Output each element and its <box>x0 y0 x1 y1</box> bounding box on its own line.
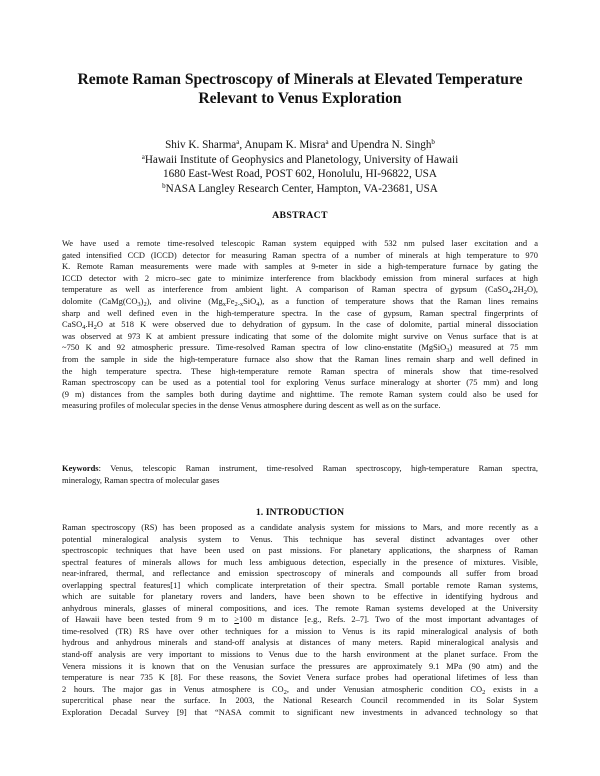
affiliation-b: $^b$NASA Langley Research Center, Hampton, VA-23681, USA <box>162 181 438 195</box>
title-line-1: Remote Raman Spectroscopy of Minerals at Elevated Temperature <box>77 71 523 88</box>
author-list: Shiv K. Sharma$^a$, Anupam K. Misra$^a$ and Upendra N. Singh$^b$ <box>165 138 435 151</box>
keywords-label: Keywords <box>62 463 99 473</box>
author-2: Anupam K. Misra <box>244 139 326 151</box>
author-block <box>40 138 560 196</box>
abstract-text: We have used a remote time-resolved telescopic Raman system equipped with 532 nm pulsed laser excitation and a gated intensified CCD (ICCD) detector for measuring Raman spectra of a number of minerals at high temperature to 970 K. Remote Raman measurements were made with samples at 9-meter in side a high-temperature furnace by gating the ICCD detector with 2 micro–sec gate to minimize interference from blackbody emission from mineral surfaces at high temperature as well as interference from ambient light. A comparison of Raman spectra of gypsum $(CaSO_4.2H_2O)$, dolomite $(CaMg(CO_3)_2)$, and olivine $(Mg_xFe_{2-x}SiO_4)$, as a function of temperature shows that the Raman lines remains sharp and well defined even in the high-temperature spectra. In the case of gypsum, Raman spectral fingerprints of $CaSO_4.H_2O$ at 518 K were observed due to dehydration of gypsum. In the case of dolomite, partial mineral dissociation was observed at 973 K at ambient pressure indicating that some of the dolomite might survive on Venus surface that is at ~750 K and 92 atmospheric pressure. Time-resolved Raman spectra of low clino-enstatite (MgSiO$_3$) measured at 75 mm from the sample in side the high-temperature furnace also show that the Raman lines remain sharp and well defined in the high temperature spectra. These high-temperature remote Raman spectra of minerals show that time-resolved Raman spectroscopy can be used as a potential tool for exploring Venus surface mineralogy at shorter (75 mm) and long (9 m) distances from the samples both during daytime and nighttime. The remote Raman system could also be used for measuring profiles of molecular species in the dense Venus atmosphere during descent as well as on the surface. <box>62 238 539 411</box>
abstract-heading: ABSTRACT <box>272 210 328 221</box>
keywords: Keywords: Venus, telescopic Raman instrument, time-resolved Raman spectroscopy, high-temperature Raman spectra, mineralogy, Raman spectra of molecular gases <box>62 463 538 485</box>
author-3: Upendra N. Singh <box>350 139 432 151</box>
section-heading-introduction: 1. INTRODUCTION <box>255 507 345 518</box>
title-line-2: Relevant to Venus Exploration <box>198 90 402 107</box>
author-3-affil: b <box>431 138 435 146</box>
author-1-affil: a <box>236 138 240 146</box>
author-1: Shiv K. Sharma <box>165 139 237 151</box>
introduction-text: Raman spectroscopy (RS) has been proposed as a candidate analysis system for missions to Mars, and more recently as a potential mineralogical analysis system to Venus. This technique has several distinct advantages over other spectroscopic techniques that have been used on past missions. For planetary applications, the sharpness of Raman spectral features of minerals allows for much less ambiguous detection, especially in the presence of mixtures. Visible, near-infrared, thermal, and reflectance and emission spectroscopy of minerals and compounds all suffer from broad overlapping spectral features[1] which complicate interpretation of their spectra. Small portable remote Raman systems, which are suitable for planetary rovers and landers, have been shown to be effective in identifying hydrous and anhydrous minerals, glasses of mineral compositions, and ices. The remote Raman systems developed at the University of Hawaii have been tested from 9 m to >100 m distance [e.g., Refs. 2–7]. Two of the most important advantages of time-resolved (TR) RS have over other techniques for a mission to Venus is its rapid mineralogical analysis of both hydrous and anhydrous minerals and stand-off analysis at distances of many meters. Rapid mineralogical analysis and stand-off analysis are very important to missions to Venus due to the harsh environment at the planet surface. From the Venera missions it is known that on the Venusian surface the pressures are approximately 9.1 MPa (90 atm) and the temperature is near 735 K [8]. For these reasons, the Soviet Venera surface probes had operational lifetimes of less than 2 hours. The major gas in Venus atmosphere is $CO_2$, and under Venusian atmospheric condition $CO_2$ exists in a supercritical phase near the surface. In 2003, the National Research Council recommended in its Solar System Exploration Decadal Survey [9] that “NASA commit to significant new investments in advanced technology so that <box>62 522 539 717</box>
affiliation-a: $^a$Hawaii Institute of Geophysics and Planetology, University of Hawaii <box>141 152 459 166</box>
paper-title <box>40 70 560 108</box>
affiliation-a-address: 1680 East-West Road, POST 602, Honolulu, HI-96822, USA <box>163 168 437 181</box>
author-2-affil: a <box>325 138 329 146</box>
